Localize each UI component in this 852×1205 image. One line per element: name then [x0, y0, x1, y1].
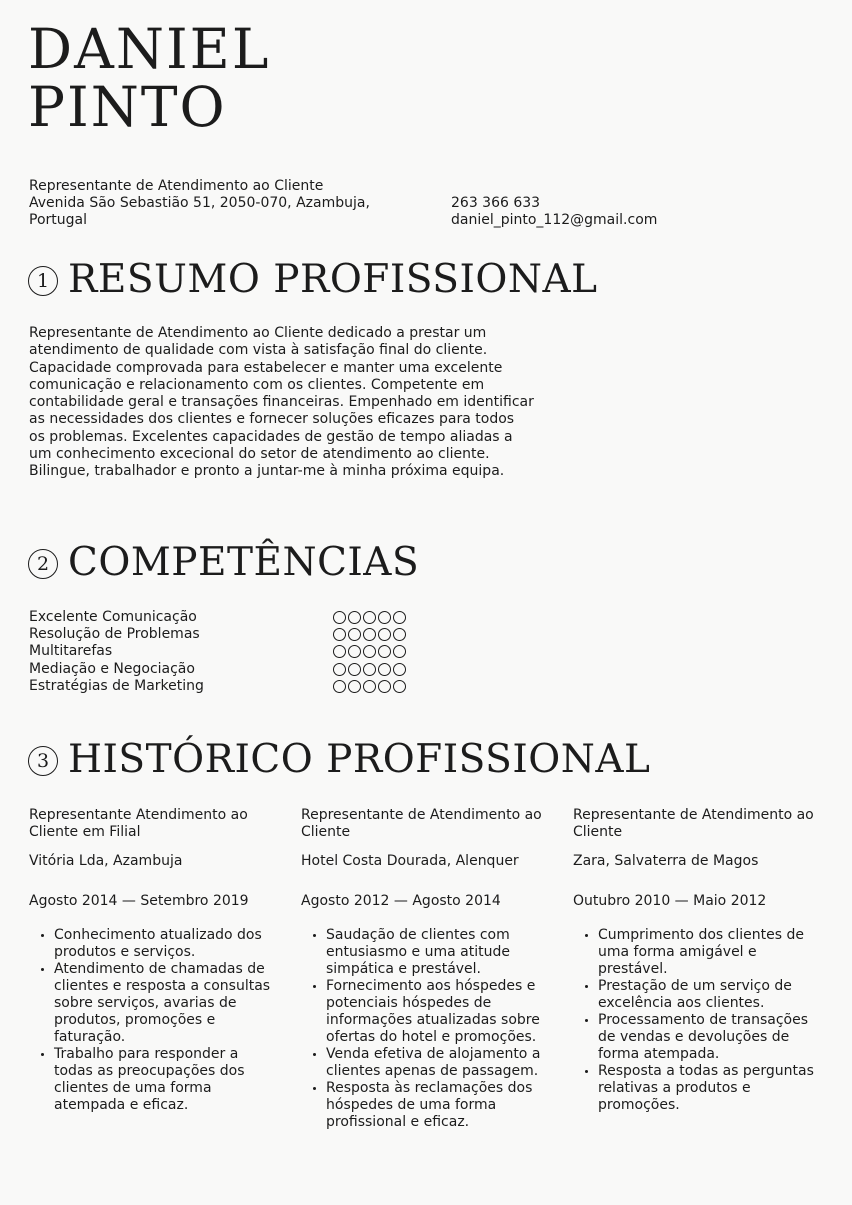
skill-rating: [333, 611, 409, 624]
circle-outline-icon: [333, 628, 346, 641]
circle-outline-icon: [348, 680, 361, 693]
address: Avenida São Sebastião 51, 2050-070, Azambuja, Portugal: [29, 195, 370, 228]
email: daniel_pinto_112@gmail.com: [451, 212, 658, 228]
circle-outline-icon: [393, 680, 406, 693]
circle-outline-icon: [393, 645, 406, 658]
job-bullets: [29, 927, 279, 1114]
section-history-heading: [28, 738, 650, 782]
circle-outline-icon: [348, 628, 361, 641]
contact-left: [29, 178, 399, 229]
skill-rating: [333, 680, 409, 693]
section-skills-heading: [28, 541, 419, 585]
circle-outline-icon: [393, 611, 406, 624]
circle-outline-icon: [363, 680, 376, 693]
circle-outline-icon: [348, 663, 361, 676]
job-title: Representante Atendimento ao Cliente em Filial: [29, 807, 248, 840]
phone: 263 366 633: [451, 195, 541, 211]
section-number-icon: 1: [28, 266, 58, 296]
job-entry: [29, 807, 279, 1114]
job-bullet: Resposta a todas as perguntas relativas a produtos e promoções.: [598, 1063, 823, 1114]
skills-list: [29, 609, 409, 695]
section-title: COMPETÊNCIAS: [68, 540, 420, 585]
job-bullet: Saudação de clientes com entusiasmo e uma atitude simpática e prestável.: [326, 927, 551, 978]
circle-outline-icon: [363, 611, 376, 624]
section-summary-heading: [28, 258, 598, 302]
skill-rating: [333, 645, 409, 658]
circle-outline-icon: [378, 628, 391, 641]
circle-outline-icon: [363, 628, 376, 641]
skill-rating: [333, 663, 409, 676]
circle-outline-icon: [363, 645, 376, 658]
last-name: PINTO: [28, 75, 227, 139]
circle-outline-icon: [393, 628, 406, 641]
circle-outline-icon: [333, 611, 346, 624]
job-bullet: Conhecimento atualizado dos produtos e serviços.: [54, 927, 279, 961]
section-title: RESUMO PROFISSIONAL: [68, 257, 598, 302]
circle-outline-icon: [333, 680, 346, 693]
job-bullets: [301, 927, 551, 1131]
job-bullet: Atendimento de chamadas de clientes e resposta a consultas sobre serviços, avarias de produtos, promoções e faturação.: [54, 961, 279, 1046]
candidate-name: [28, 17, 271, 139]
job-period: Agosto 2012 — Agosto 2014: [301, 893, 501, 909]
section-number-icon: 2: [28, 549, 58, 579]
job-bullet: Trabalho para responder a todas as preocupações dos clientes de uma forma atempada e eficaz.: [54, 1046, 279, 1114]
job-bullet: Venda efetiva de alojamento a clientes apenas de passagem.: [326, 1046, 551, 1080]
job-bullets: [573, 927, 823, 1114]
job-bullet: Processamento de transações de vendas e devoluções de forma atempada.: [598, 1012, 823, 1063]
skill-name: Estratégias de Marketing: [29, 677, 204, 694]
job-title: Representante de Atendimento ao Cliente: [301, 807, 542, 840]
job-company: Zara, Salvaterra de Magos: [573, 853, 759, 869]
skill-name: Mediação e Negociação: [29, 660, 195, 677]
circle-outline-icon: [378, 645, 391, 658]
skill-row: [29, 626, 409, 643]
circle-outline-icon: [333, 645, 346, 658]
job-period: Agosto 2014 — Setembro 2019: [29, 893, 249, 909]
job-bullet: Cumprimento dos clientes de uma forma amigável e prestável.: [598, 927, 823, 978]
skill-rating: [333, 628, 409, 641]
skill-row: [29, 661, 409, 678]
job-role: Representante de Atendimento ao Cliente: [29, 178, 324, 194]
circle-outline-icon: [363, 663, 376, 676]
job-company: Vitória Lda, Azambuja: [29, 853, 183, 869]
skill-row: [29, 643, 409, 660]
summary-text: Representante de Atendimento ao Cliente dedicado a prestar um atendimento de qualidade com vista à satisfação final do cliente. Capacidade comprovada para estabelecer e manter uma excelente comunicação e relacionamento com os clientes. Competente em contabilidade geral e transações financeiras. Empenhado em identificar as necessidades dos clientes e fornecer soluções eficazes para todos os problemas. Excelentes capacidades de gestão de tempo aliadas a um conhecimento excecional do setor de atendimento ao cliente. Bilingue, trabalhador e pronto a juntar-me à minha próxima equipa.: [29, 325, 534, 480]
circle-outline-icon: [348, 611, 361, 624]
job-entry: [573, 807, 823, 1114]
job-bullet: Fornecimento aos hóspedes e potenciais hóspedes de informações atualizadas sobre ofertas do hotel e promoções.: [326, 978, 551, 1046]
circle-outline-icon: [378, 680, 391, 693]
skill-name: Resolução de Problemas: [29, 626, 200, 643]
skill-row: [29, 678, 409, 695]
circle-outline-icon: [378, 663, 391, 676]
circle-outline-icon: [378, 611, 391, 624]
circle-outline-icon: [348, 645, 361, 658]
job-bullet: Prestação de um serviço de excelência aos clientes.: [598, 978, 823, 1012]
skill-name: Excelente Comunicação: [29, 609, 197, 625]
job-company: Hotel Costa Dourada, Alenquer: [301, 853, 519, 869]
contact-right: [451, 195, 657, 229]
circle-outline-icon: [393, 663, 406, 676]
job-entry: [301, 807, 551, 1131]
first-name: DANIEL: [28, 17, 271, 81]
skill-row: [29, 609, 409, 626]
job-bullet: Resposta às reclamações dos hóspedes de uma forma profissional e eficaz.: [326, 1080, 551, 1131]
circle-outline-icon: [333, 663, 346, 676]
section-number-icon: 3: [28, 746, 58, 776]
section-title: HISTÓRICO PROFISSIONAL: [68, 737, 651, 782]
job-period: Outubro 2010 — Maio 2012: [573, 893, 767, 909]
job-title: Representante de Atendimento ao Cliente: [573, 807, 814, 840]
skill-name: Multitarefas: [29, 643, 113, 660]
